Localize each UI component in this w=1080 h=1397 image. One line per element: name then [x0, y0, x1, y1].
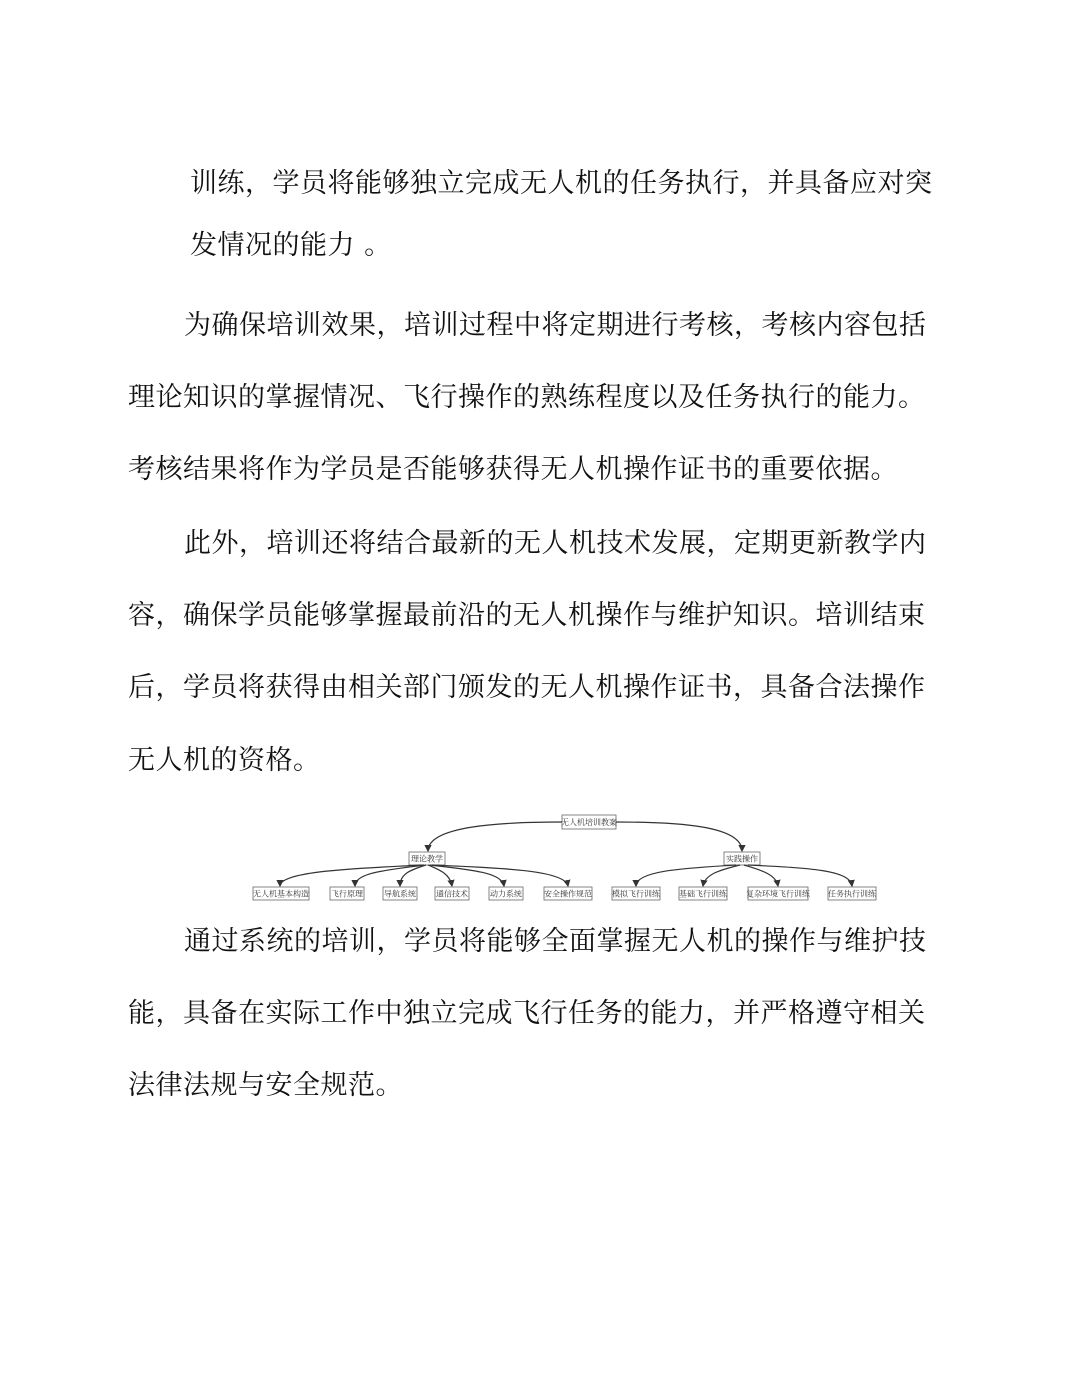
diagram-node-label: 飞行原理 [331, 889, 363, 899]
diagram-edge [616, 822, 742, 851]
diagram-edge [748, 865, 852, 886]
diagram-edge [428, 822, 562, 851]
diagram-leaf-node [828, 887, 877, 900]
text-line: 训练，学员将能够独立完成无人机的任务执行，并具备应对突 [190, 168, 933, 199]
text-line: 考核结果将作为学员是否能够获得无人机操作证书的重要依据。 [128, 454, 898, 485]
diagram-node-label: 导航系统 [384, 889, 416, 899]
diagram-leaf-node [544, 887, 592, 900]
text-line: 为确保培训效果，培训过程中将定期进行考核，考核内容包括 [184, 310, 927, 341]
diagram-node-label: 任务执行训练 [828, 889, 876, 899]
diagram-edge [744, 865, 778, 886]
diagram-node-label: 基础飞行训练 [679, 889, 727, 899]
diagram-node-label: 安全操作规范 [544, 889, 592, 899]
text-line: 后，学员将获得由相关部门颁发的无人机操作证书，具备合法操作 [128, 672, 926, 703]
diagram-node-label: 实践操作 [726, 854, 758, 864]
diagram-leaf-node [489, 887, 523, 900]
diagram-node-label: 模拟飞行训练 [612, 889, 660, 899]
diagram-leaf-node [253, 887, 309, 900]
diagram-edge [636, 865, 736, 886]
diagram-branch-node [409, 852, 445, 865]
text-line: 理论知识的掌握情况、飞行操作的熟练程度以及任务执行的能力。 [128, 382, 926, 413]
text-line: 容，确保学员能够掌握最前沿的无人机操作与维护知识。培训结束 [128, 600, 926, 631]
diagram-leaf-node [746, 887, 811, 900]
diagram-leaf-node [679, 887, 728, 900]
diagram-edge [428, 865, 452, 886]
diagram-node-label: 通信技术 [436, 889, 468, 899]
diagram-edge [703, 865, 740, 886]
text-line: 通过系统的培训，学员将能够全面掌握无人机的操作与维护技 [184, 926, 927, 957]
diagram-root-node [561, 815, 617, 829]
diagram-leaf-node [612, 887, 661, 900]
text-line: 发情况的能力 。 [190, 230, 392, 261]
diagram-leaf-node [330, 887, 364, 900]
diagram-leaf-node [383, 887, 417, 900]
text-line: 无人机的资格。 [128, 745, 321, 776]
text-line: 能，具备在实际工作中独立完成飞行任务的能力，并严格遵守相关 [128, 998, 926, 1029]
diagram-node-label: 无人机培训教案 [561, 818, 617, 827]
diagram-node-label: 理论教学 [411, 854, 443, 864]
text-line: 此外，培训还将结合最新的无人机技术发展，定期更新教学内 [184, 528, 927, 559]
diagram-node-label: 动力系统 [490, 889, 522, 899]
diagram-leaf-node [435, 887, 469, 900]
training-tree-diagram [250, 808, 880, 908]
diagram-branch-node [724, 852, 760, 865]
diagram-node-label: 无人机基本构造 [253, 889, 309, 899]
text-line: 法律法规与安全规范。 [128, 1070, 403, 1101]
diagram-node-label: 复杂环境飞行训练 [746, 889, 810, 899]
